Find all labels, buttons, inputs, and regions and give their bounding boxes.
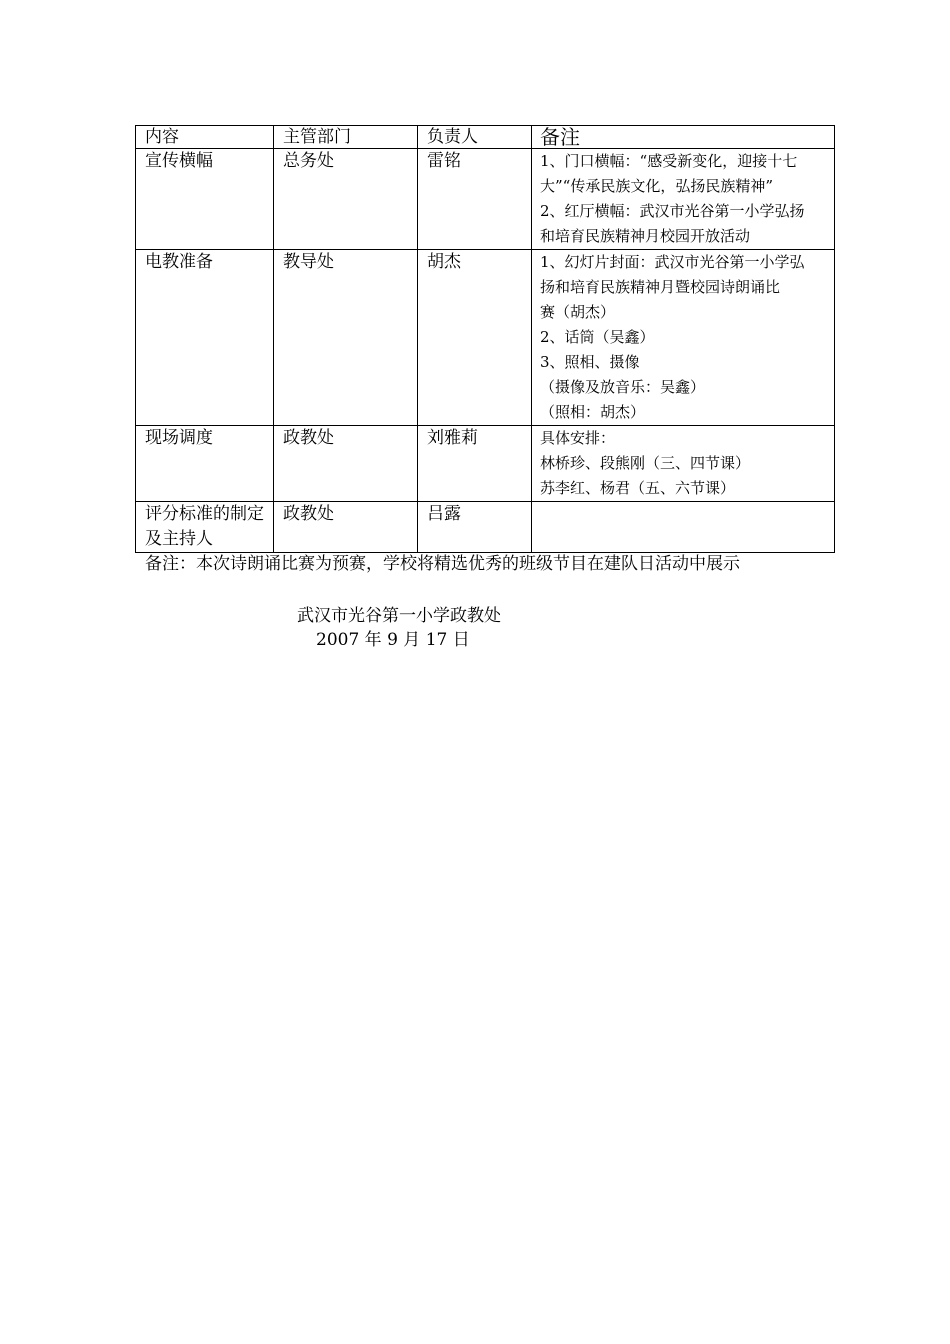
cell-person: 雷铭 <box>418 149 532 250</box>
note-line: 1、门口横幅：“感受新变化，迎接十七 <box>540 152 798 170</box>
signature-date: 2007 年 9 月 17 日 <box>316 630 470 650</box>
note-line: 2、红厅横幅：武汉市光谷第一小学弘扬 <box>540 202 805 220</box>
cell-content: 电教准备 <box>136 250 274 426</box>
cell-notes <box>532 149 835 250</box>
header-notes: 备注 <box>532 126 835 149</box>
note-line: 和培育民族精神月校园开放活动 <box>540 227 751 245</box>
table-row <box>136 149 835 250</box>
cell-department: 教导处 <box>274 250 418 426</box>
header-person: 负责人 <box>418 126 532 149</box>
header-content: 内容 <box>136 126 274 149</box>
cell-department: 总务处 <box>274 149 418 250</box>
schedule-table <box>135 125 835 553</box>
table-row <box>136 502 835 553</box>
table-row <box>136 250 835 426</box>
cell-notes <box>532 250 835 426</box>
table-header-row <box>136 126 835 149</box>
note-line: 大”“传承民族文化，弘扬民族精神” <box>540 177 774 195</box>
header-department: 主管部门 <box>274 126 418 149</box>
cell-content: 宣传横幅 <box>136 149 274 250</box>
table-row <box>136 426 835 502</box>
cell-content: 现场调度 <box>136 426 274 502</box>
schedule-table-body <box>136 126 835 553</box>
cell-person: 吕露 <box>418 502 532 553</box>
note-line: 2、话筒（吴鑫） <box>540 328 655 346</box>
note-line: 林桥珍、段熊刚（三、四节课） <box>540 454 751 472</box>
cell-notes <box>532 502 835 553</box>
cell-department: 政教处 <box>274 426 418 502</box>
footer-note: 备注：本次诗朗诵比赛为预赛，学校将精选优秀的班级节目在建队日活动中展示 <box>145 554 740 574</box>
cell-person: 胡杰 <box>418 250 532 426</box>
note-line: 1、幻灯片封面：武汉市光谷第一小学弘 <box>540 253 805 271</box>
note-line: 3、照相、摄像 <box>540 353 640 371</box>
note-line: 苏李红、杨君（五、六节课） <box>540 479 736 497</box>
note-line: 具体安排： <box>540 429 616 447</box>
cell-content: 评分标准的制定及主持人 <box>136 502 274 553</box>
cell-department: 政教处 <box>274 502 418 553</box>
cell-notes <box>532 426 835 502</box>
cell-person: 刘雅莉 <box>418 426 532 502</box>
note-line: （摄像及放音乐：吴鑫） <box>540 378 706 396</box>
note-line: （照相：胡杰） <box>540 403 646 421</box>
note-line: 赛（胡杰） <box>540 303 616 321</box>
note-line: 扬和培育民族精神月暨校园诗朗诵比 <box>540 278 781 296</box>
signature-organization: 武汉市光谷第一小学政教处 <box>297 606 501 626</box>
